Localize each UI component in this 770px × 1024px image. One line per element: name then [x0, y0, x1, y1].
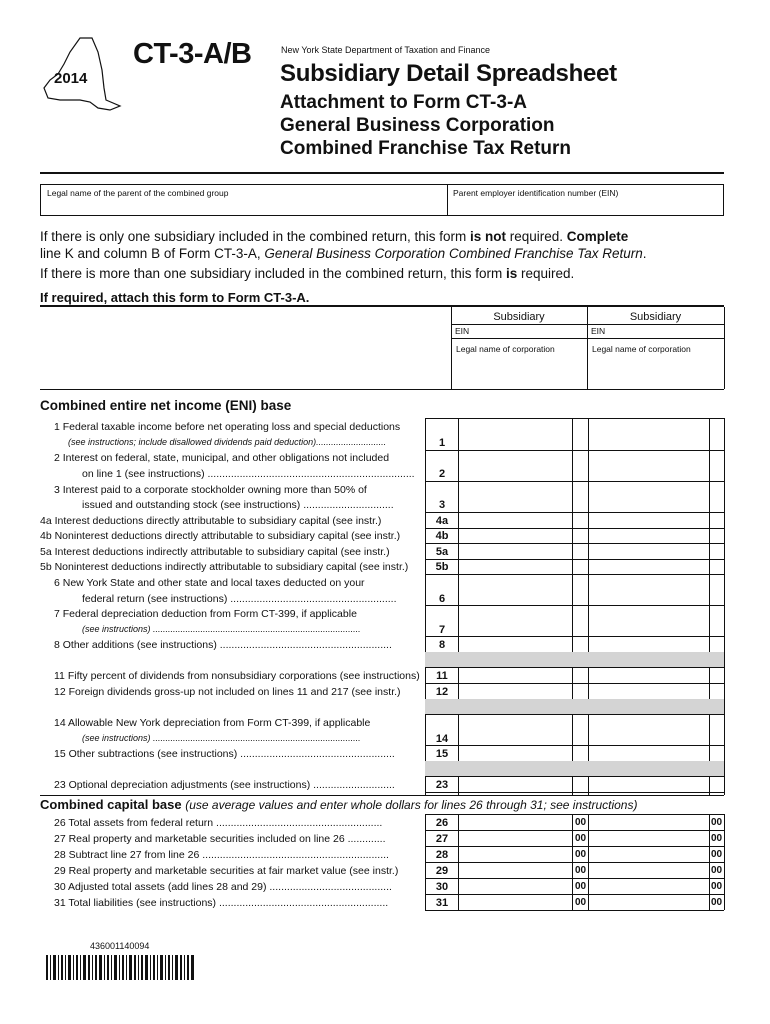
form-year: 2014 — [54, 70, 88, 87]
line-31-label: 31 Total liabilities (see instructions) .......................................................... — [54, 897, 389, 909]
line-4b-label: 4b Noninterest deductions directly attributable to subsidiary capital (see instr.) — [40, 530, 401, 542]
corp-name-label-1: Legal name of corporation — [456, 344, 555, 354]
cents-marker: 00 — [575, 833, 587, 844]
line-number: 4b — [435, 530, 449, 542]
cents-marker: 00 — [711, 897, 723, 908]
row-line — [425, 450, 724, 451]
capital-title: Combined capital base — [40, 797, 182, 812]
divider — [40, 389, 724, 390]
row-line — [425, 745, 724, 746]
cents-marker: 00 — [575, 865, 587, 876]
line-5b-label: 5b Noninterest deductions indirectly attributable to subsidiary capital (see instr.) — [40, 561, 409, 573]
line-5a-label: 5a Interest deductions indirectly attributable to subsidiary capital (see instr.) — [40, 546, 390, 558]
line-23-label: 23 Optional depreciation adjustments (see instructions) ............................ — [54, 779, 395, 791]
row-line — [425, 636, 724, 637]
parent-name-input[interactable] — [45, 199, 445, 215]
cents-marker: 00 — [575, 897, 587, 908]
line-26-label: 26 Total assets from federal return ......................................................... — [54, 817, 383, 829]
attach-instruction: If required, attach this form to Form CT-3-A. — [40, 290, 310, 305]
instruction-paragraph-2: If there is more than one subsidiary included in the combined return, this form is required. — [40, 266, 575, 281]
line-number: 26 — [435, 817, 449, 829]
row-line — [425, 862, 724, 863]
cents-marker: 00 — [575, 817, 587, 828]
row-line — [425, 481, 724, 482]
line-number: 28 — [435, 849, 449, 861]
line-14-label: 14 Allowable New York depreciation from Form CT-399, if applicable — [54, 717, 371, 729]
subtitle-line-2: General Business Corporation — [280, 115, 555, 136]
line-number: 11 — [436, 670, 448, 682]
divider — [40, 305, 724, 307]
parent-ein-label: Parent employer identification number (EIN) — [453, 188, 619, 198]
cents-marker: 00 — [575, 849, 587, 860]
page-title: Subsidiary Detail Spreadsheet — [280, 60, 617, 87]
row-line — [425, 543, 724, 544]
grid-line — [425, 418, 724, 419]
divider — [451, 324, 724, 325]
cents-marker: 00 — [711, 849, 723, 860]
grid-line — [709, 418, 710, 795]
row-line — [425, 512, 724, 513]
grid-line — [724, 814, 725, 910]
line-14-note: (see instructions) ................................................................................... — [82, 733, 361, 743]
line-1-note: (see instructions; include disallowed dividends paid deduction)............................ — [68, 437, 387, 447]
parent-name-label: Legal name of the parent of the combined group — [47, 188, 229, 198]
line-number: 3 — [438, 499, 446, 511]
column-header-subsidiary-2: Subsidiary — [629, 311, 682, 323]
section-title-eni: Combined entire net income (ENI) base — [40, 398, 292, 413]
form-number: CT-3-A/B — [133, 38, 252, 70]
shaded-row — [425, 652, 724, 668]
row-line — [425, 559, 724, 560]
line-number: 7 — [438, 624, 446, 636]
subtitle-line-3: Combined Franchise Tax Return — [280, 138, 572, 159]
row-line — [425, 910, 724, 911]
row-line — [425, 830, 724, 831]
line-number: 12 — [435, 686, 449, 698]
line-29-label: 29 Real property and marketable securities at fair market value (see instr.) — [54, 865, 399, 877]
subtitle-line-1: Attachment to Form CT-3-A — [280, 92, 527, 113]
line-number: 15 — [435, 748, 449, 760]
line-8-label: 8 Other additions (see instructions) ........................................................... — [54, 639, 392, 651]
row-line — [425, 683, 724, 684]
line-number: 1 — [438, 437, 446, 449]
line-2-label: 2 Interest on federal, state, municipal, and other obligations not included — [54, 452, 390, 464]
line-number: 4a — [435, 515, 449, 527]
line-4a-label: 4a Interest deductions directly attributable to subsidiary capital (see instr.) — [40, 515, 382, 527]
line-11-label: 11 Fifty percent of dividends from nonsubsidiary corporations (see instructions) — [54, 670, 420, 682]
barcode-number: 436001140094 — [90, 941, 150, 951]
ein-label-2: EIN — [591, 326, 606, 336]
line-number: 5b — [435, 561, 449, 573]
row-line — [425, 528, 724, 529]
grid-line — [724, 418, 725, 795]
divider — [451, 338, 724, 339]
section-title-capital — [40, 797, 637, 812]
parent-info-box — [40, 184, 724, 216]
line-28-label: 28 Subtract line 27 from line 26 ................................................................ — [54, 849, 389, 861]
shaded-row — [425, 699, 724, 715]
line-27-label: 27 Real property and marketable securities included on line 26 ............. — [54, 833, 386, 845]
row-line — [425, 878, 724, 879]
grid-line — [458, 418, 459, 795]
divider — [40, 172, 724, 174]
line-number: 30 — [435, 881, 449, 893]
row-line — [425, 846, 724, 847]
cents-marker: 00 — [575, 881, 587, 892]
capital-note: (use average values and enter whole dollars for lines 26 through 31; see instructions) — [185, 798, 638, 812]
line-3-note: issued and outstanding stock (see instructions) ............................... — [82, 499, 394, 511]
row-line — [425, 792, 724, 793]
line-number: 27 — [435, 833, 449, 845]
row-line — [425, 814, 724, 815]
line-7-note: (see instructions) ................................................................................... — [82, 624, 361, 634]
grid-line — [588, 418, 589, 795]
line-6-note: federal return (see instructions) ......................................................... — [82, 593, 397, 605]
line-3-label: 3 Interest paid to a corporate stockholder owning more than 50% of — [54, 484, 367, 496]
line-number: 23 — [435, 779, 449, 791]
parent-ein-input[interactable] — [451, 199, 723, 215]
divider — [40, 795, 724, 796]
ny-state-outline-logo — [40, 36, 122, 114]
page-subtitle — [280, 91, 571, 160]
col-border — [724, 307, 725, 389]
grid-line — [425, 418, 426, 795]
line-number: 2 — [438, 468, 446, 480]
line-30-label: 30 Adjusted total assets (add lines 28 and 29) .......................................... — [54, 881, 392, 893]
cents-marker: 00 — [711, 881, 723, 892]
column-header-subsidiary-1: Subsidiary — [493, 311, 545, 323]
line-number: 5a — [435, 546, 449, 558]
line-number: 8 — [438, 639, 446, 651]
barcode-image — [46, 955, 196, 980]
line-7-label: 7 Federal depreciation deduction from Form CT-399, if applicable — [54, 608, 357, 620]
line-number: 29 — [435, 865, 449, 877]
row-line — [425, 894, 724, 895]
cents-marker: 00 — [711, 817, 723, 828]
cents-marker: 00 — [711, 865, 723, 876]
ein-label-1: EIN — [455, 326, 470, 336]
line-number: 31 — [435, 897, 449, 909]
line-12-label: 12 Foreign dividends gross-up not included on lines 11 and 217 (see instr.) — [54, 686, 401, 698]
instruction-paragraph-1: If there is only one subsidiary included in the combined return, this form is not required. Complete line K and column B of Form CT-3-A, General Business Corporation Combined Franchise Tax Return. — [40, 229, 647, 261]
line-6-label: 6 New York State and other state and local taxes deducted on your — [54, 577, 365, 589]
line-1-label: 1 Federal taxable income before net operating loss and special deductions — [54, 421, 401, 433]
shaded-row — [425, 761, 724, 777]
line-number: 14 — [435, 733, 449, 745]
grid-line — [572, 418, 573, 795]
row-line — [425, 574, 724, 575]
cents-marker: 00 — [711, 833, 723, 844]
corp-name-label-2: Legal name of corporation — [592, 344, 691, 354]
line-number: 6 — [438, 593, 446, 605]
line-2-note: on line 1 (see instructions) ....................................................................... — [82, 468, 415, 480]
line-15-label: 15 Other subtractions (see instructions) ..................................................... — [54, 748, 395, 760]
department-name: New York State Department of Taxation and Finance — [281, 45, 490, 55]
row-line — [425, 605, 724, 606]
